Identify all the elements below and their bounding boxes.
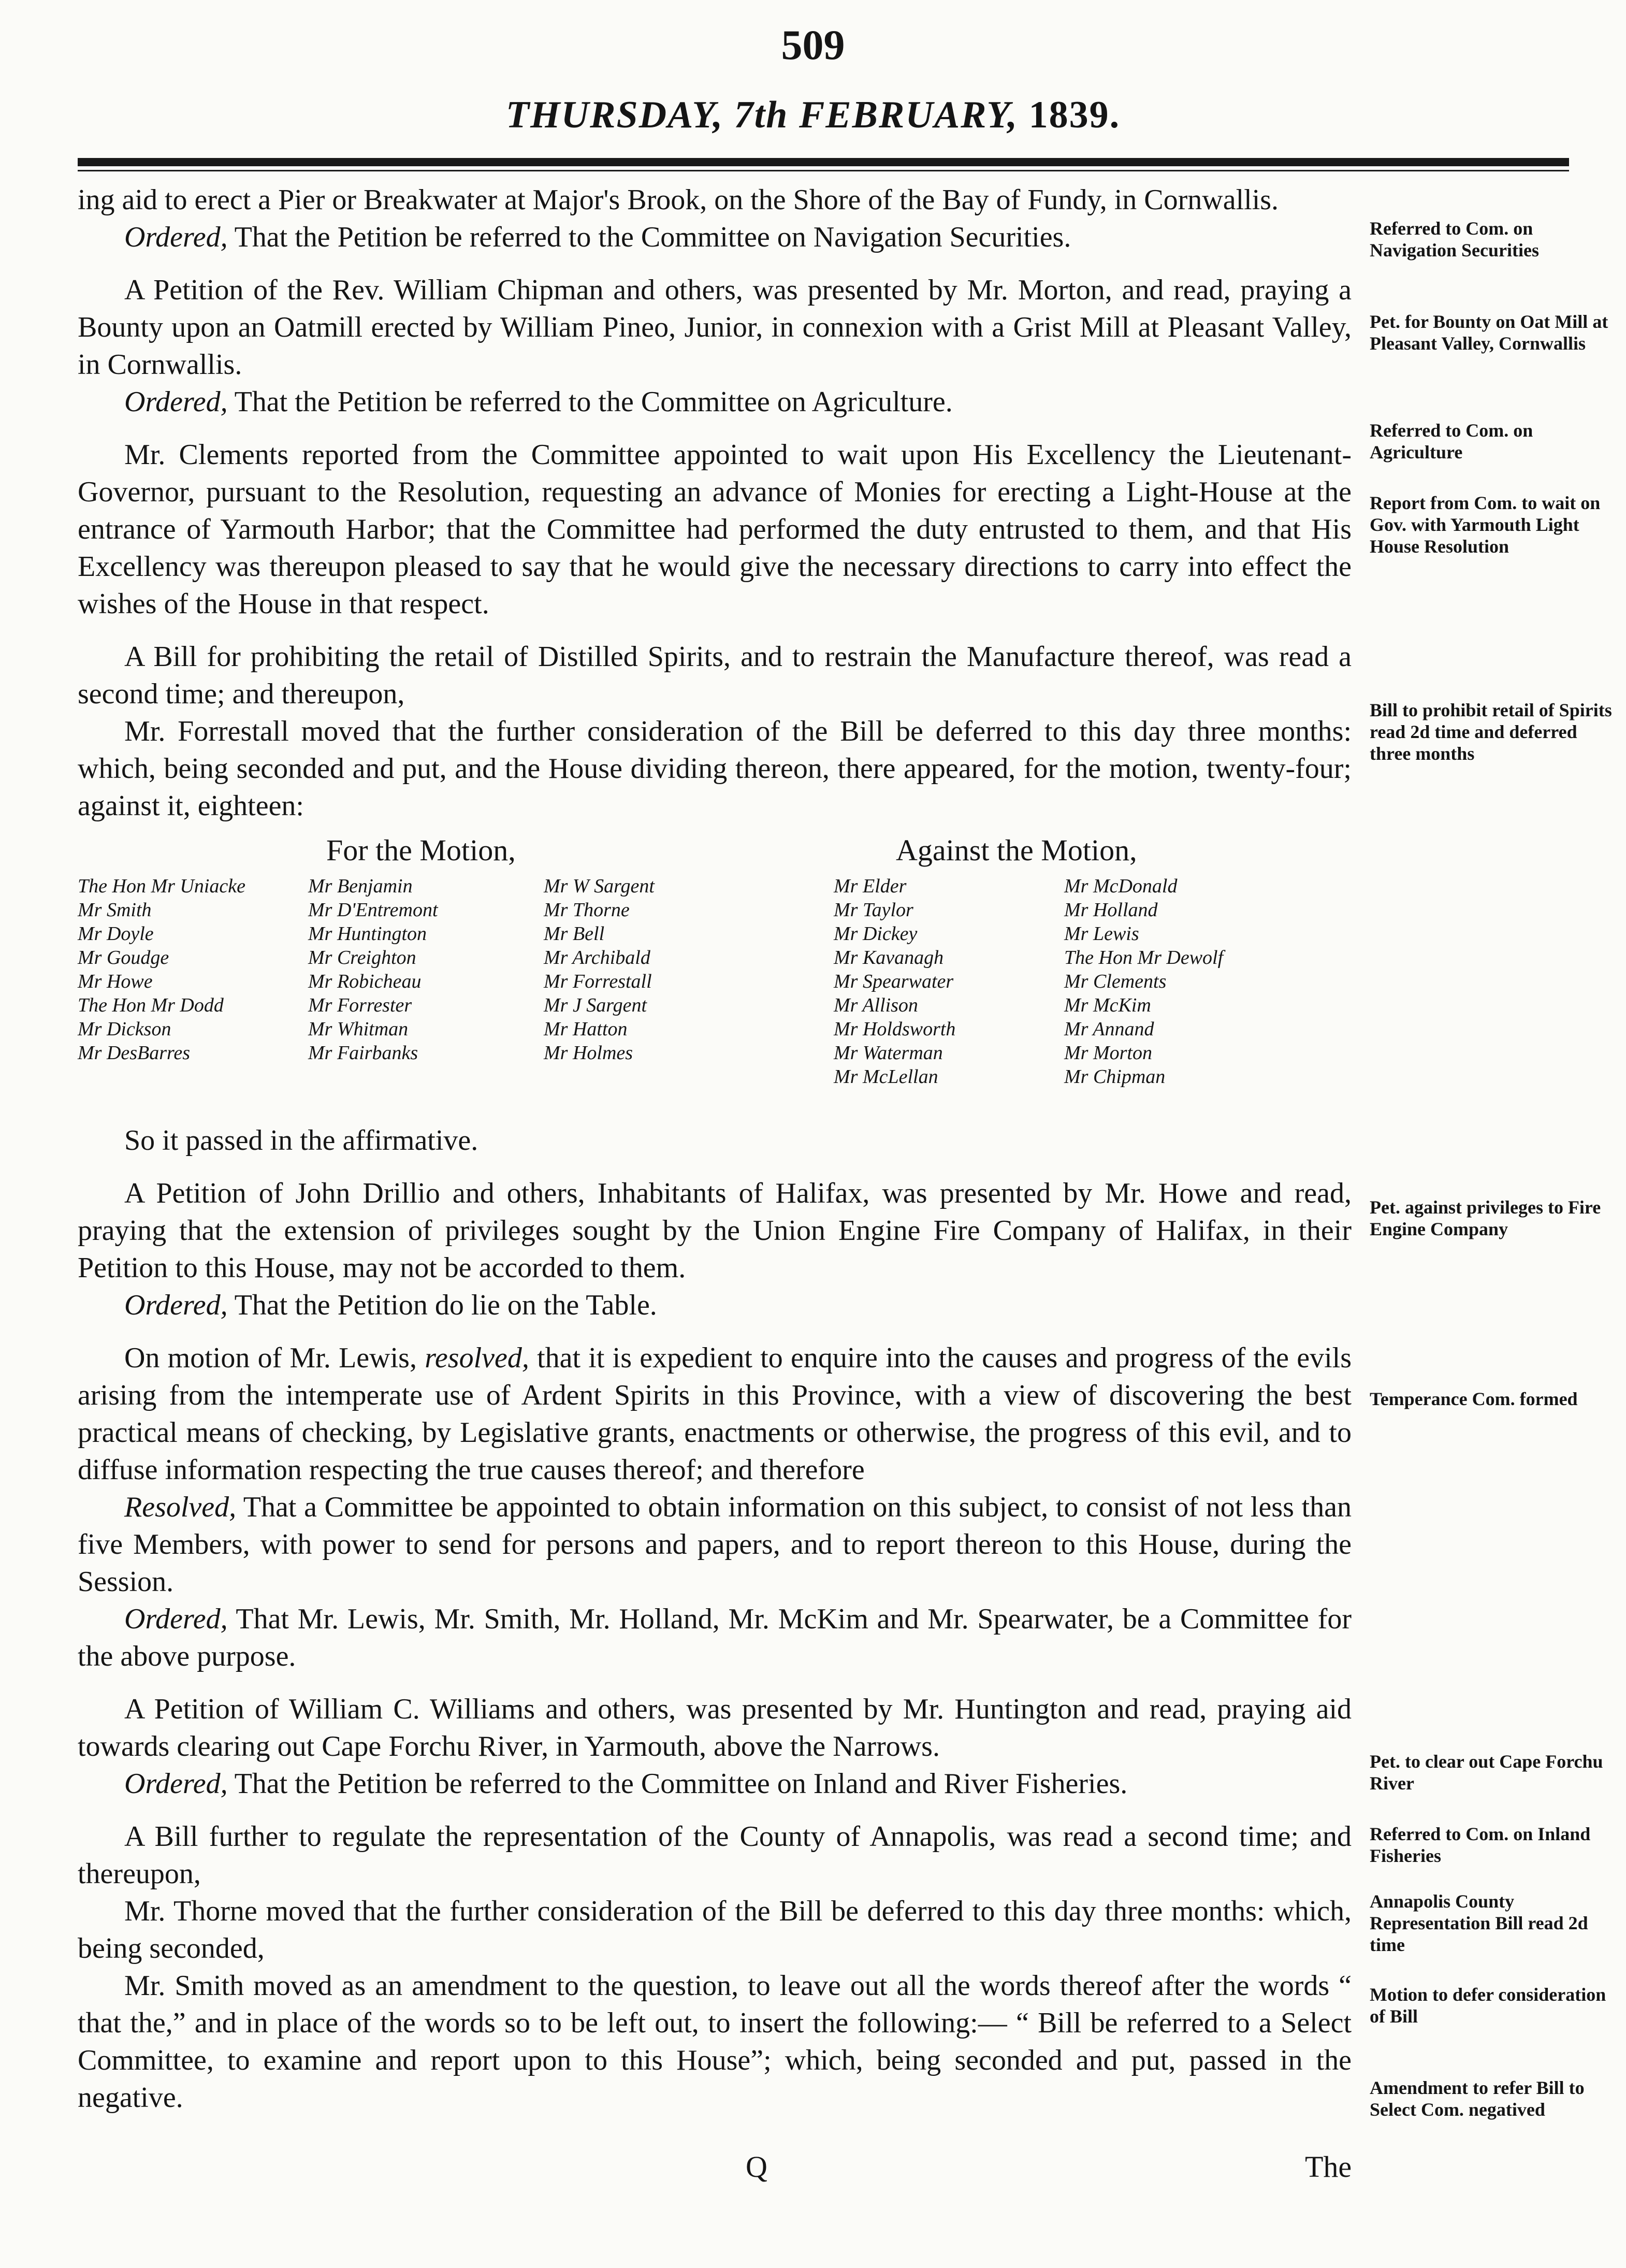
ordered-lead: Ordered,: [124, 1289, 228, 1321]
margin-note: Pet. for Bounty on Oat Mill at Pleasant Valley, Cornwallis: [1370, 311, 1608, 354]
page-header-date: [0, 93, 1626, 137]
paragraph: [78, 383, 1352, 421]
paragraph: ing aid to erect a Pier or Breakwater at Major's Brook, on the Shore of the Bay of Fundy, in Cornwallis.: [78, 184, 1279, 216]
voter-name: Mr Forrestall: [544, 971, 652, 992]
voter-name: Mr Clements: [1064, 971, 1167, 992]
paragraph: A Bill further to regulate the representation of the County of Annapolis, was read a second time; and thereupon,: [78, 1821, 1352, 1890]
voter-name: Mr Chipman: [1064, 1066, 1166, 1088]
for-list-column-3: [544, 874, 655, 1065]
paragraph-text: That the Petition be referred to the Committee on Agriculture.: [227, 386, 953, 418]
paragraph: Mr. Thorne moved that the further consideration of the Bill be deferred to this day three months: which, being seconded,: [78, 1895, 1352, 1964]
against-list-column-2: [1064, 874, 1223, 1089]
voter-name: Mr Huntington: [308, 923, 427, 945]
voter-name: Mr Morton: [1064, 1042, 1152, 1064]
voter-name: Mr W Sargent: [544, 875, 655, 897]
voter-name: Mr Robicheau: [308, 971, 422, 992]
margin-note: Bill to prohibit retail of Spirits read 2d time and deferred three months: [1370, 700, 1612, 764]
resolved-word: resolved,: [425, 1342, 529, 1374]
voter-name: Mr Holmes: [544, 1042, 633, 1064]
voter-name: Mr Waterman: [834, 1042, 943, 1064]
voter-name: Mr D'Entremont: [308, 899, 438, 921]
voter-name: Mr McDonald: [1064, 875, 1178, 897]
margin-note: Annapolis County Representation Bill read 2d time: [1370, 1891, 1588, 1955]
voter-name: Mr Holland: [1064, 899, 1158, 921]
resolved-lead: Resolved,: [124, 1491, 237, 1523]
paragraph: So it passed in the affirmative.: [124, 1124, 478, 1157]
margin-note: Amendment to refer Bill to Select Com. negatived: [1370, 2077, 1585, 2120]
paragraph-text: That a Committee be appointed to obtain information on this subject, to consist of not less than five Members, with power to send for persons and papers, and to report thereon to this House, during the Session.: [78, 1491, 1352, 1598]
margin-note: Report from Com. to wait on Gov. with Yarmouth Light House Resolution: [1370, 493, 1601, 557]
header-rule-thick: [78, 158, 1569, 166]
paragraph: [78, 1600, 1352, 1675]
voter-name: Mr DesBarres: [78, 1042, 191, 1064]
for-motion-heading: For the Motion,: [326, 833, 516, 867]
paragraph-text: That Mr. Lewis, Mr. Smith, Mr. Holland, Mr. McKim and Mr. Spearwater, be a Committee for the above purpose.: [78, 1603, 1352, 1672]
margin-note: Motion to defer consideration of Bill: [1370, 1984, 1606, 2027]
voter-name: Mr Kavanagh: [834, 947, 944, 969]
catchword: The: [1305, 2150, 1352, 2184]
voter-name: Mr Bell: [544, 923, 605, 945]
voter-name: Mr Spearwater: [834, 971, 954, 992]
paragraph: Mr. Clements reported from the Committee appointed to wait upon His Excellency the Lieutenant-Governor, pursuant to the Resolution, requesting an advance of Monies for erecting a Light-House at the entrance of Yarmouth Harbor; that the Committee had performed the duty entrusted to them, and that His Excellency was thereupon pleased to say that he would give the necessary directions to carry into effect the wishes of the House in that respect.: [78, 439, 1352, 620]
paragraph-text: That the Petition do lie on the Table.: [227, 1289, 657, 1321]
voter-name: Mr Doyle: [78, 923, 154, 945]
paragraph: [78, 1287, 1352, 1324]
against-list-column-1: [834, 874, 955, 1089]
paragraph-text: That the Petition be referred to the Committee on Inland and River Fisheries.: [227, 1768, 1128, 1800]
page-number: 509: [781, 21, 845, 68]
main-text-column: [78, 181, 1352, 2116]
voter-name: Mr Holdsworth: [834, 1018, 956, 1040]
voter-name: Mr Annand: [1064, 1018, 1154, 1040]
signature-mark: Q: [746, 2150, 767, 2184]
for-list-column-1: [78, 874, 245, 1065]
paragraph: Mr. Smith moved as an amendment to the question, to leave out all the words thereof after the words “ that the,” and in place of the words so to be left out, to insert the following:— “ Bill be referred to a Select Committee, to examine and report upon to this House”; which, being seconded and put, passed in the negative.: [78, 1970, 1352, 2114]
header-date-text: THURSDAY, 7th FEBRUARY,: [505, 94, 1019, 136]
paragraph: [78, 1339, 1352, 1489]
ordered-lead: Ordered,: [124, 1603, 228, 1635]
paragraph: Mr. Forrestall moved that the further consideration of the Bill be deferred to this day three months: which, being seconded and put, and the House dividing thereon, there appeared, for the motion, twenty-four; against it, eighteen:: [78, 715, 1352, 822]
voter-name: The Hon Mr Dewolf: [1064, 947, 1224, 969]
voter-name: Mr Fairbanks: [308, 1042, 418, 1064]
voter-name: Mr Dickson: [78, 1018, 171, 1040]
voter-name: Mr Whitman: [308, 1018, 409, 1040]
voter-name: Mr Allison: [834, 994, 918, 1016]
paragraph: [78, 1765, 1352, 1802]
margin-note: Pet. to clear out Cape Forchu River: [1370, 1751, 1603, 1794]
margin-note: Temperance Com. formed: [1370, 1389, 1578, 1409]
paragraph: A Petition of John Drillio and others, Inhabitants of Halifax, was presented by Mr. Howe and read, praying that the extension of privileges sought by the Union Engine Fire Company of Halifax, in their Petition to this House, may not be accorded to them.: [78, 1177, 1352, 1284]
paragraph: A Petition of the Rev. William Chipman and others, was presented by Mr. Morton, and read, praying a Bounty upon an Oatmill erected by William Pineo, Junior, in connexion with a Grist Mill at Pleasant Valley, in Cornwallis.: [78, 274, 1352, 381]
voter-name: Mr Archibald: [544, 947, 650, 969]
paragraph: A Petition of William C. Williams and others, was presented by Mr. Huntington and read, praying aid towards clearing out Cape Forchu River, in Yarmouth, above the Narrows.: [78, 1693, 1352, 1763]
division-list: [78, 832, 1352, 1122]
voter-name: Mr J Sargent: [544, 994, 647, 1016]
voter-name: Mr Creighton: [308, 947, 416, 969]
header-rule-thin: [78, 170, 1569, 171]
margin-note: Referred to Com. on Agriculture: [1370, 420, 1533, 463]
against-motion-heading: Against the Motion,: [896, 833, 1137, 867]
ordered-lead: Ordered,: [124, 1768, 228, 1800]
margin-note: Pet. against privileges to Fire Engine Company: [1370, 1197, 1601, 1239]
voter-name: Mr Goudge: [78, 947, 169, 969]
ordered-lead: Ordered,: [124, 221, 228, 253]
voter-name: Mr McLellan: [834, 1066, 938, 1088]
voter-name: Mr Lewis: [1064, 923, 1139, 945]
voter-name: Mr Smith: [78, 899, 152, 921]
paragraph: A Bill for prohibiting the retail of Distilled Spirits, and to restrain the Manufacture thereof, was read a second time; and thereupon,: [78, 641, 1352, 710]
voter-name: Mr Taylor: [834, 899, 913, 921]
margin-note: Referred to Com. on Inland Fisheries: [1370, 1824, 1591, 1866]
ordered-lead: Ordered,: [124, 386, 228, 418]
voter-name: Mr McKim: [1064, 994, 1151, 1016]
voter-name: Mr Dickey: [834, 923, 918, 945]
margin-note: Referred to Com. on Navigation Securities: [1370, 218, 1539, 261]
voter-name: Mr Benjamin: [308, 875, 413, 897]
voter-name: Mr Elder: [834, 875, 907, 897]
voter-name: The Hon Mr Dodd: [78, 994, 224, 1016]
for-list-column-2: [308, 874, 438, 1065]
paragraph-text: that it is expedient to enquire into the causes and progress of the evils arising from the intemperate use of Ardent Spirits in this Province, with a view of discovering the best practical means of checking, by Legislative grants, enactments or otherwise, the progress of this evil, and to diffuse information respecting the true causes thereof; and therefore: [78, 1342, 1352, 1486]
paragraph: [78, 219, 1352, 256]
voter-name: Mr Howe: [78, 971, 153, 992]
paragraph: [78, 1489, 1352, 1600]
voter-name: The Hon Mr Uniacke: [78, 875, 245, 897]
voter-name: Mr Hatton: [544, 1018, 628, 1040]
voter-name: Mr Thorne: [544, 899, 630, 921]
voter-name: Mr Forrester: [308, 994, 412, 1016]
paragraph-text: That the Petition be referred to the Committee on Navigation Securities.: [227, 221, 1071, 253]
paragraph-text: On motion of Mr. Lewis,: [124, 1342, 425, 1374]
header-year: 1839.: [1028, 94, 1121, 136]
